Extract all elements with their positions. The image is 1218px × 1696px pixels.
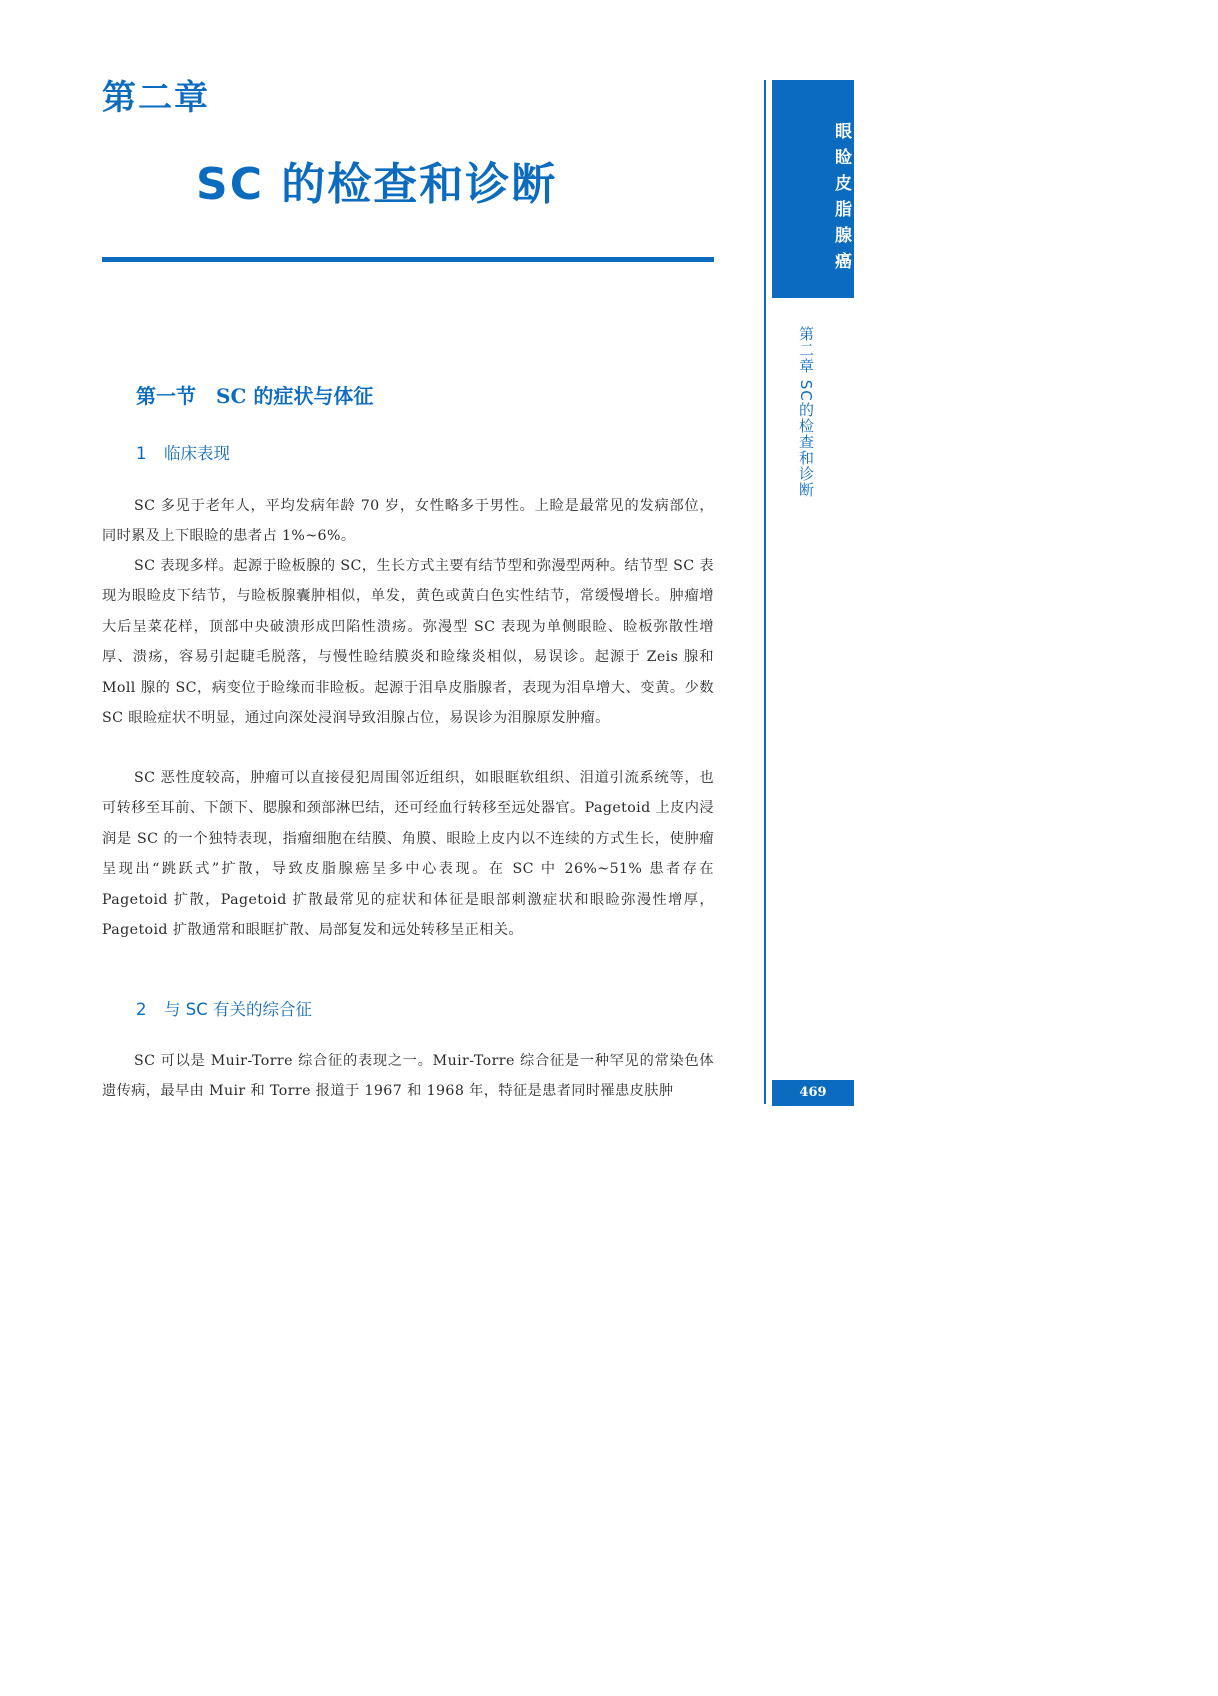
sidebar-chapter-running-head: 第二章 SC的检查和诊断 <box>797 326 815 498</box>
sidebar-book-title: 眼睑皮脂腺癌 <box>831 122 851 278</box>
subsection-title: 临床表现 <box>164 444 230 463</box>
subsection-heading-1 <box>136 440 230 464</box>
page-number: 469 <box>772 1080 854 1106</box>
subsection-number: 2 <box>136 1000 147 1019</box>
sidebar-book-title-block <box>772 80 854 298</box>
paragraph: SC 恶性度较高，肿瘤可以直接侵犯周围邻近组织，如眼眶软组织、泪道引流系统等，也可转移至耳前、下颌下、腮腺和颈部淋巴结，还可经血行转移至远处器官。Pagetoid 上皮内浸润是 SC 的一个独特表现，指瘤细胞在结膜、角膜、眼睑上皮内以不连续的方式生长，使肿瘤呈现出“跳跃式”扩散，导致皮脂腺癌呈多中心表现。在 SC 中 26%~51% 患者存在 Pagetoid 扩散，Pagetoid 扩散最常见的症状和体征是眼部刺激症状和眼睑弥漫性增厚，Pagetoid 扩散通常和眼眶扩散、局部复发和远处转移呈正相关。 <box>102 770 714 939</box>
subsection-title: 与 SC 有关的综合征 <box>164 1000 312 1019</box>
title-rule <box>102 257 714 262</box>
sidebar-vertical-line <box>764 80 766 1104</box>
section-heading: 第一节 SC 的症状与体征 <box>136 384 374 408</box>
chapter-title: SC 的检查和诊断 <box>196 159 558 210</box>
subsection-number: 1 <box>136 444 147 463</box>
paragraph: SC 可以是 Muir-Torre 综合征的表现之一。Muir-Torre 综合征是一种罕见的常染色体遗传病，最早由 Muir 和 Torre 报道于 1967 和 1968 年，特征是患者同时罹患皮肤肿 <box>102 1053 714 1100</box>
paragraph: SC 多见于老年人，平均发病年龄 70 岁，女性略多于男性。上睑是最常见的发病部位，同时累及上下眼睑的患者占 1%~6%。 <box>102 498 714 545</box>
paragraph: SC 表现多样。起源于睑板腺的 SC，生长方式主要有结节型和弥漫型两种。结节型 SC 表现为眼睑皮下结节，与睑板腺囊肿相似，单发，黄色或黄白色实性结节，常缓慢增长。肿瘤增大后呈菜花样，顶部中央破溃形成凹陷性溃疡。弥漫型 SC 表现为单侧眼睑、睑板弥散性增厚、溃疡，容易引起睫毛脱落，与慢性睑结膜炎和睑缘炎相似，易误诊。起源于 Zeis 腺和 Moll 腺的 SC，病变位于睑缘而非睑板。起源于泪阜皮脂腺者，表现为泪阜增大、变黄。少数 SC 眼睑症状不明显，通过向深处浸润导致泪腺占位，易误诊为泪腺原发肿瘤。 <box>102 558 714 727</box>
subsection-heading-2 <box>136 996 312 1020</box>
chapter-label: 第二章 <box>102 78 210 118</box>
